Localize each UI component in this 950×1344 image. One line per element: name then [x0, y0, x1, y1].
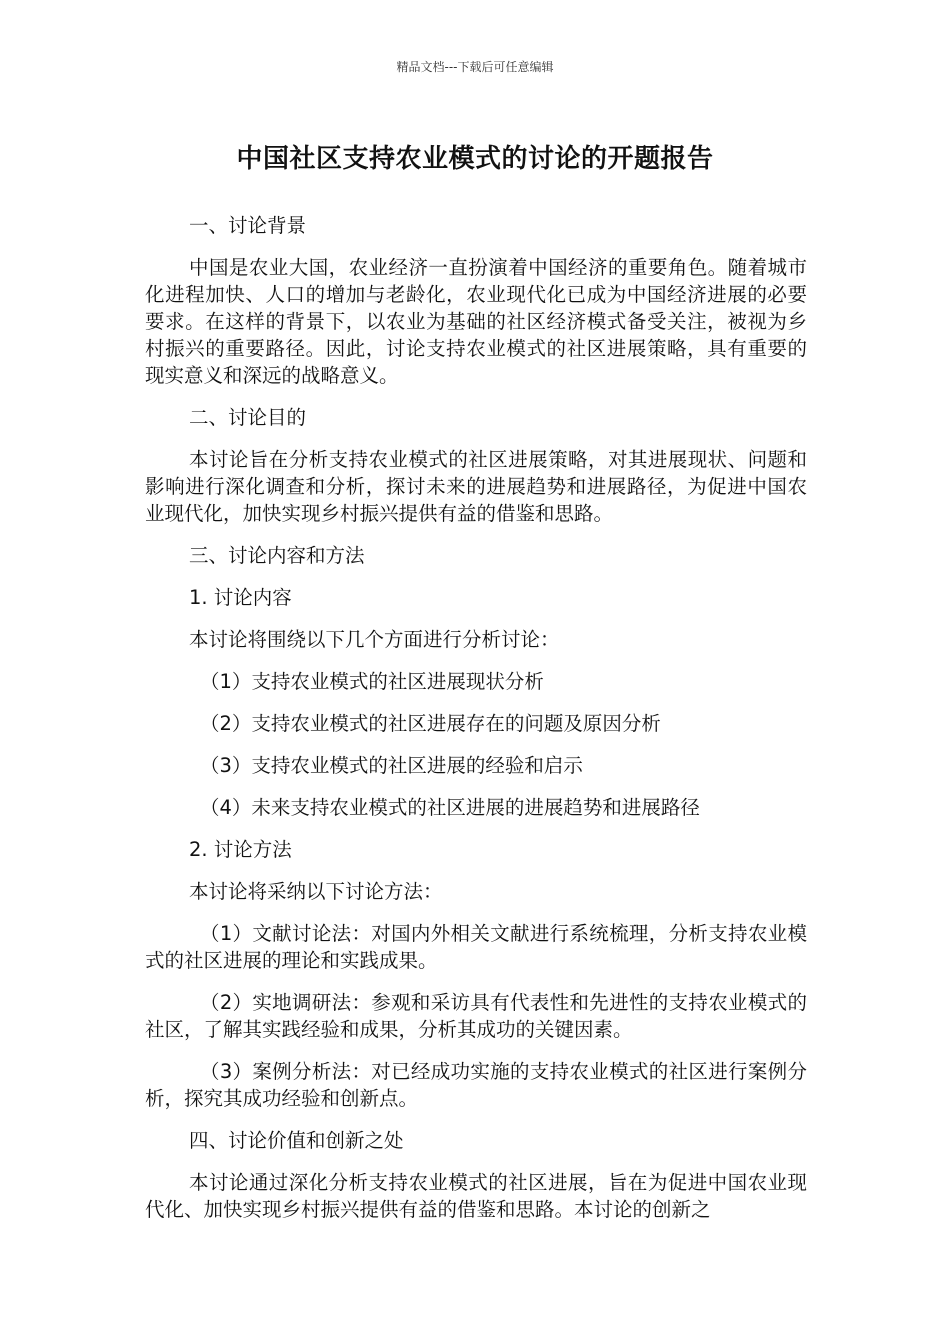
- paragraph-method-intro: 本讨论将采纳以下讨论方法：: [189, 880, 443, 903]
- subheading-method: 2. 讨论方法: [189, 838, 292, 861]
- section-heading-content-method: 三、讨论内容和方法: [189, 544, 365, 567]
- paragraph-content-intro: 本讨论将围绕以下几个方面进行分析讨论：: [189, 628, 560, 651]
- list-item-method-3: （3）案例分析法：对已经成功实施的支持农业模式的社区进行案例分析，探究其成功经验和创新点。: [145, 1060, 807, 1110]
- subheading-content: 1. 讨论内容: [189, 586, 292, 609]
- list-item-content-2: （2）支持农业模式的社区进展存在的问题及原因分析: [200, 712, 661, 735]
- paragraph-value-innovation: 本讨论通过深化分析支持农业模式的社区进展，旨在为促进中国农业现代化、加快实现乡村振兴提供有益的借鉴和思路。本讨论的创新之: [145, 1171, 807, 1221]
- list-item-content-3: （3）支持农业模式的社区进展的经验和启示: [200, 754, 583, 777]
- document-body: [145, 212, 807, 1238]
- list-item-content-1: （1）支持农业模式的社区进展现状分析: [200, 670, 544, 693]
- paragraph-purpose: 本讨论旨在分析支持农业模式的社区进展策略，对其进展现状、问题和影响进行深化调查和分析，探讨未来的进展趋势和进展路径，为促进中国农业现代化，加快实现乡村振兴提供有益的借鉴和思路。: [145, 448, 807, 525]
- list-item-content-4: （4）未来支持农业模式的社区进展的进展趋势和进展路径: [200, 796, 700, 819]
- paragraph-background: 中国是农业大国，农业经济一直扮演着中国经济的重要角色。随着城市化进程加快、人口的增加与老龄化，农业现代化已成为中国经济进展的必要要求。在这样的背景下，以农业为基础的社区经济模式备受关注，被视为乡村振兴的重要路径。因此，讨论支持农业模式的社区进展策略，具有重要的现实意义和深远的战略意义。: [145, 256, 807, 387]
- section-heading-value-innovation: 四、讨论价值和创新之处: [189, 1129, 404, 1152]
- section-heading-background: 一、讨论背景: [189, 214, 307, 237]
- list-item-method-1: （1）文献讨论法：对国内外相关文献进行系统梳理，分析支持农业模式的社区进展的理论和实践成果。: [145, 922, 807, 972]
- section-heading-purpose: 二、讨论目的: [189, 406, 307, 429]
- header-note: 精品文档---下载后可任意编辑: [396, 60, 554, 74]
- document-title: 中国社区支持农业模式的讨论的开题报告: [236, 144, 714, 174]
- list-item-method-2: （2）实地调研法：参观和采访具有代表性和先进性的支持农业模式的社区，了解其实践经验和成果，分析其成功的关键因素。: [145, 991, 807, 1041]
